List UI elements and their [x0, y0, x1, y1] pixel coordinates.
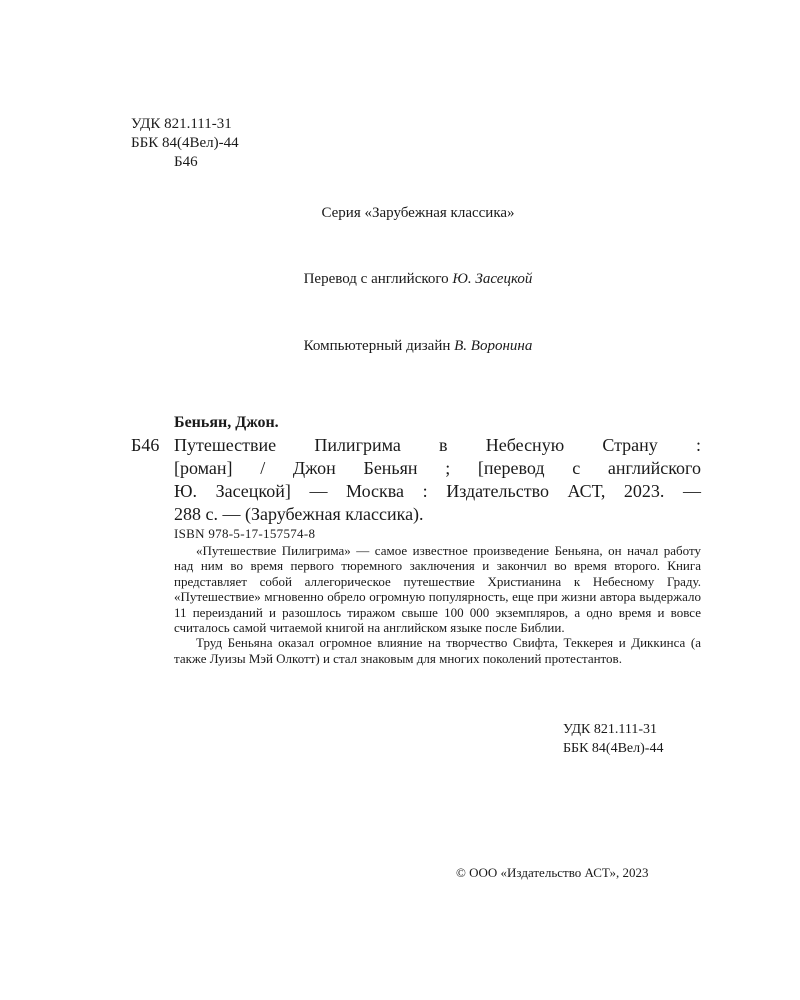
design-label: Компьютерный дизайн: [303, 338, 455, 354]
bibliographic-line: [роман] / Джон Беньян ; [перевод с английского: [174, 458, 701, 478]
author-mark: Б46: [174, 154, 198, 170]
series-line: Серия «Зарубежная классика»: [321, 205, 515, 221]
classification-block-bottom: [563, 720, 663, 758]
copyright-notice: © ООО «Издательство АСТ», 2023: [456, 865, 649, 880]
bbk-code: ББК 84(4Вел)-44: [563, 741, 664, 756]
designer-name: В. Воронина: [454, 338, 533, 354]
bibliographic-line: Ю. Засецкой] — Москва : Издательство АСТ, 2023. —: [174, 481, 701, 501]
bibliographic-line: Путешествие Пилигрима в Небесную Страну :: [174, 435, 701, 455]
classification-block-top: [131, 115, 239, 172]
translation-line: [18, 271, 800, 288]
udk-code: УДК 821.111-31: [131, 116, 232, 132]
abstract-paragraph: «Путешествие Пилигрима» — самое известное произведение Беньяна, он начал работу над ним во время первого тюремного заключения и закончил во время второго. Книга представляет собой аллегорическое путешествие Христианина к Небесному Граду. «Путешествие» мгновенно обрело огромную популярность, еще при жизни автора выдержало 11 переизданий и разошлось тиражом свыше 100 000 экземпляров, а одно время и вовсе считалось самой читаемой книгой на английском языке после Библии.: [174, 543, 701, 636]
abstract: [174, 543, 701, 666]
bibliographic-code: Б46: [131, 435, 160, 455]
bibliographic-line: 288 с. — (Зарубежная классика).: [174, 504, 424, 524]
abstract-paragraph: Труд Беньяна оказал огромное влияние на творчество Свифта, Теккерея и Диккинса (а также Луизы Мэй Олкотт) и стал знаковым для многих поколений протестантов.: [174, 635, 701, 666]
translator-name: Ю. Засецкой: [452, 271, 533, 287]
bibliographic-entry: [131, 434, 701, 526]
author-heading: Беньян, Джон.: [174, 414, 279, 431]
translation-label: Перевод с английского: [303, 271, 453, 287]
isbn: ISBN 978-5-17-157574-8: [174, 526, 316, 541]
design-line: [18, 338, 800, 355]
bbk-code: ББК 84(4Вел)-44: [131, 135, 239, 151]
udk-code: УДК 821.111-31: [563, 722, 658, 737]
